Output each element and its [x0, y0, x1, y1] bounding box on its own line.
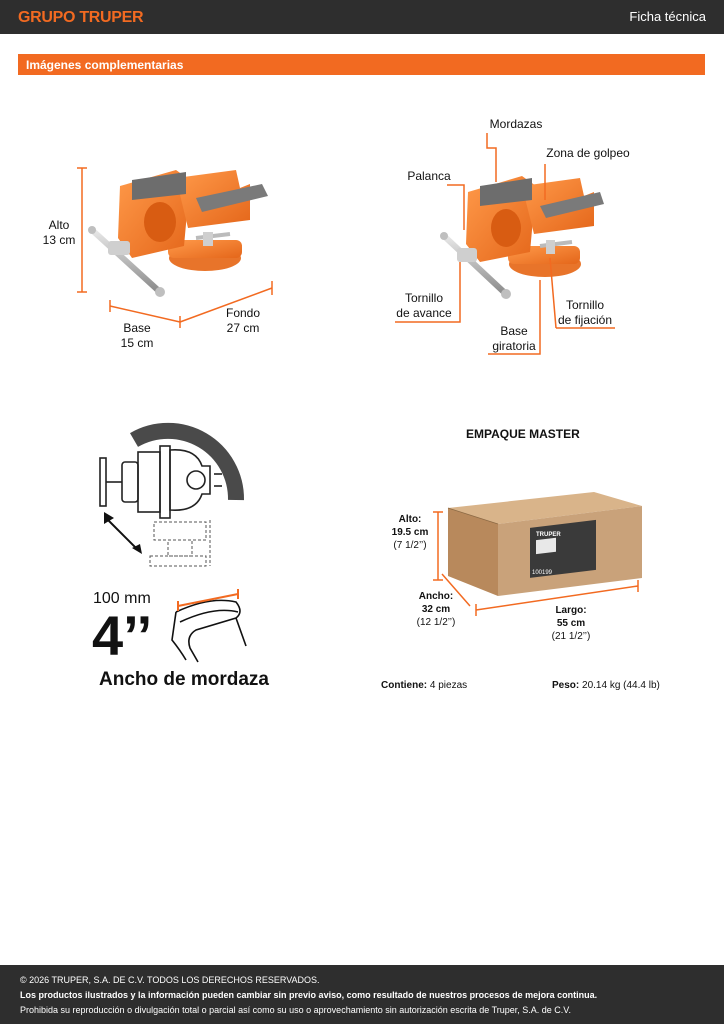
mordazas-label: Mordazas — [489, 117, 543, 131]
disclaimer-text: Los productos ilustrados y la información pueden cambiar sin previo aviso, como resultado de nuestros procesos de mejora continua. — [20, 990, 598, 1000]
package-largo — [544, 604, 598, 643]
contiene-value: 4 piezas — [429, 680, 468, 691]
peso-label: Peso: — [552, 680, 580, 691]
package-alto-label: Alto: — [398, 514, 422, 525]
package-largo-label: Largo: — [555, 605, 587, 616]
tornillo-avance-line2: de avance — [396, 306, 452, 320]
tornillo-avance-label — [392, 291, 456, 321]
package-weight — [552, 680, 660, 691]
peso-value: 20.14 kg (44.4 lb) — [582, 680, 660, 691]
package-ancho — [410, 590, 462, 629]
package-largo-in: (21 1/2’’) — [551, 631, 591, 642]
copyright-text: © 2026 TRUPER, S.A. DE C.V. TODOS LOS DERECHOS RESERVADOS. — [20, 975, 320, 985]
rotation-diagram — [100, 431, 236, 566]
box-brand: TRUPER — [536, 532, 561, 538]
fondo-value: 27 cm — [226, 321, 260, 335]
fondo-label: Fondo — [225, 306, 261, 320]
vise-dimensions-illustration — [77, 168, 272, 328]
jaw-mm: 100 mm — [93, 590, 151, 607]
fondo-label-group — [218, 306, 268, 336]
package-alto-cm: 19.5 cm — [391, 527, 429, 538]
tornillo-avance-line1: Tornillo — [404, 291, 443, 305]
jaw-width-label: Ancho de mordaza — [99, 669, 269, 690]
contiene-label: Contiene: — [381, 680, 428, 691]
zona-golpeo-label: Zona de golpeo — [546, 146, 630, 160]
alto-value: 13 cm — [42, 233, 76, 247]
tornillo-fijacion-label — [552, 298, 618, 328]
package-title: EMPAQUE MASTER — [466, 427, 580, 441]
section-title: Imágenes complementarias — [26, 58, 184, 72]
rotation-label: Gira 360° — [187, 410, 231, 441]
base-giratoria-line2: giratoria — [492, 339, 536, 353]
tornillo-fijacion-line1: Tornillo — [565, 298, 604, 312]
base-giratoria-label — [486, 324, 542, 354]
package-alto — [388, 513, 432, 552]
palanca-label: Palanca — [407, 169, 451, 183]
alto-label-group — [36, 218, 82, 248]
base-giratoria-line1: Base — [500, 324, 528, 338]
package-ancho-cm: 32 cm — [421, 604, 451, 615]
package-ancho-label: Ancho: — [418, 591, 454, 602]
footer-bar — [0, 965, 724, 1024]
base-label-group — [112, 321, 162, 351]
document-type: Ficha técnica — [629, 9, 706, 24]
base-value: 15 cm — [120, 336, 154, 350]
brand-logo: GRUPO TRUPER — [18, 9, 144, 26]
jaw-width-diagram — [172, 600, 246, 662]
package-ancho-in: (12 1/2’’) — [416, 617, 456, 628]
jaw-inches: 4’’ — [92, 604, 153, 667]
base-label: Base — [123, 321, 151, 335]
tornillo-fijacion-line2: de fijación — [557, 313, 613, 327]
package-largo-cm: 55 cm — [556, 618, 586, 629]
box-code: 100199 — [532, 570, 553, 576]
package-alto-in: (7 1/2’’) — [393, 540, 427, 551]
package-contents — [381, 680, 467, 691]
alto-label: Alto — [48, 218, 70, 232]
legal-text: Prohibida su reproducción o divulgación total o parcial así como su uso o aprovechamiento sin autorización escrita de Truper, S.A. de C.V. — [20, 1005, 571, 1015]
package-box-illustration — [433, 492, 642, 616]
